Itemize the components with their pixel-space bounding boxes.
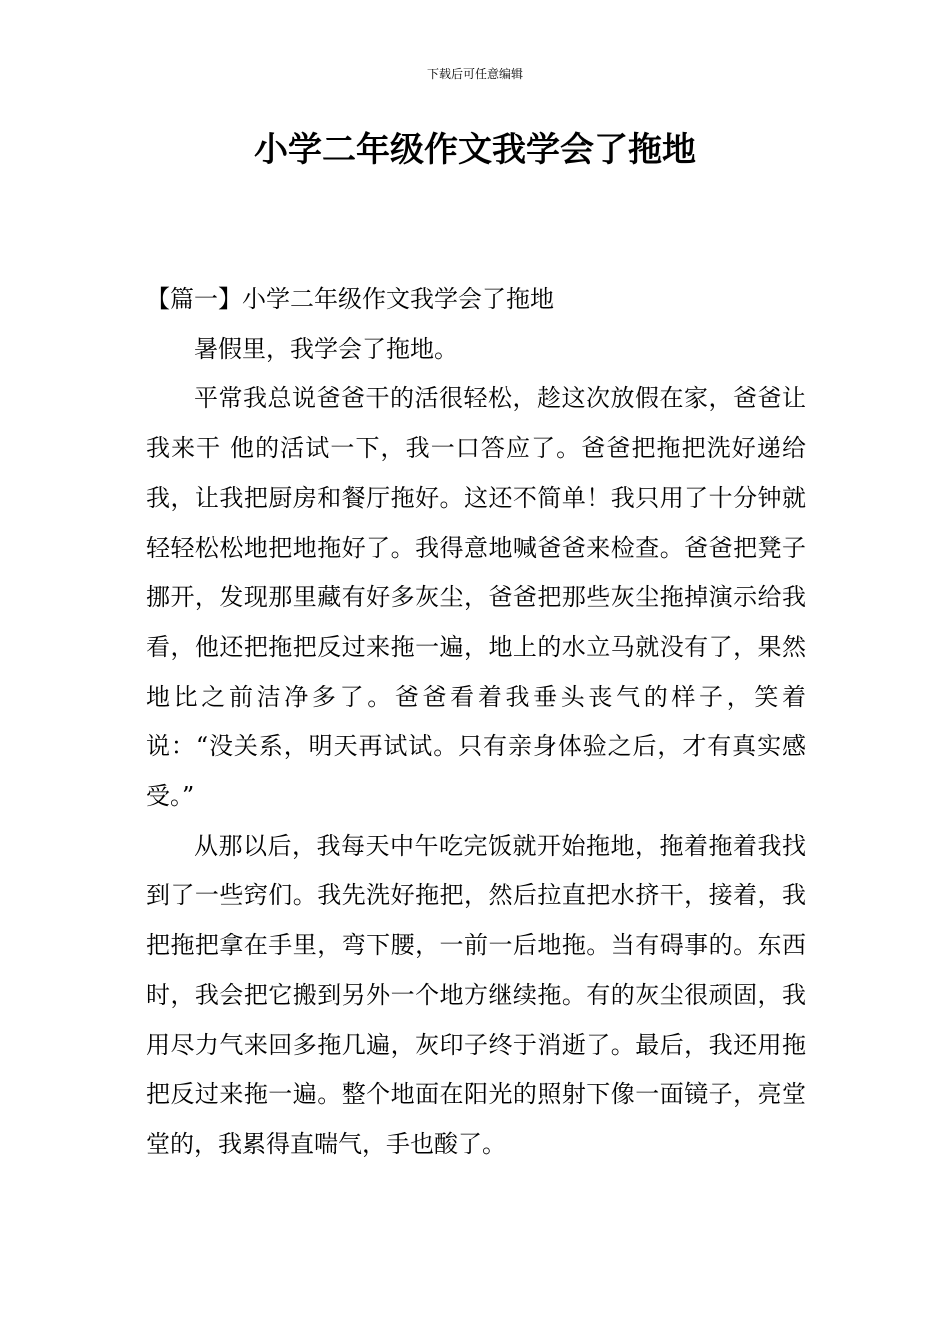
document-body bbox=[146, 275, 806, 1170]
paragraph-3: 从那以后，我每天中午吃完饭就开始拖地，拖着拖着我找到了一些窍们。我先洗好拖把，然后拉直把水挤干，接着，我把拖把拿在手里，弯下腰，一前一后地拖。当有碍事的。东西时，我会把它搬到另外一个地方继续拖。有的灰尘很顽固，我用尽力气来回多拖几遍，灰印子终于消逝了。最后，我还用拖把反过来拖一遍。整个地面在阳光的照射下像一面镜子，亮堂堂的，我累得直喘气，手也酸了。 bbox=[146, 831, 806, 1158]
paragraph-1: 暑假里，我学会了拖地。 bbox=[194, 334, 458, 363]
section-heading: 【篇一】小学二年级作文我学会了拖地 bbox=[146, 285, 554, 313]
paragraph-2: 平常我总说爸爸干的活很轻松，趁这次放假在家，爸爸让我来干 他的活试一下，我一口答应了。爸爸把拖把洗好递给我，让我把厨房和餐厅拖好。这还不简单！我只用了十分钟就轻轻松松地把地拖好了。我得意地喊爸爸来检查。爸爸把凳子挪开，发现那里藏有好多灰尘，爸爸把那些灰尘拖掉演示给我看，他还把拖把反过来拖一遍，地上的水立马就没有了，果然地比之前洁净多了。爸爸看着我垂头丧气的样子，笑着说：“没关系，明天再试试。只有亲身体验之后，才有真实感受。” bbox=[146, 384, 806, 811]
header-note: 下载后可任意编辑 bbox=[426, 67, 523, 81]
document-title: 小学二年级作文我学会了拖地 bbox=[254, 130, 696, 170]
